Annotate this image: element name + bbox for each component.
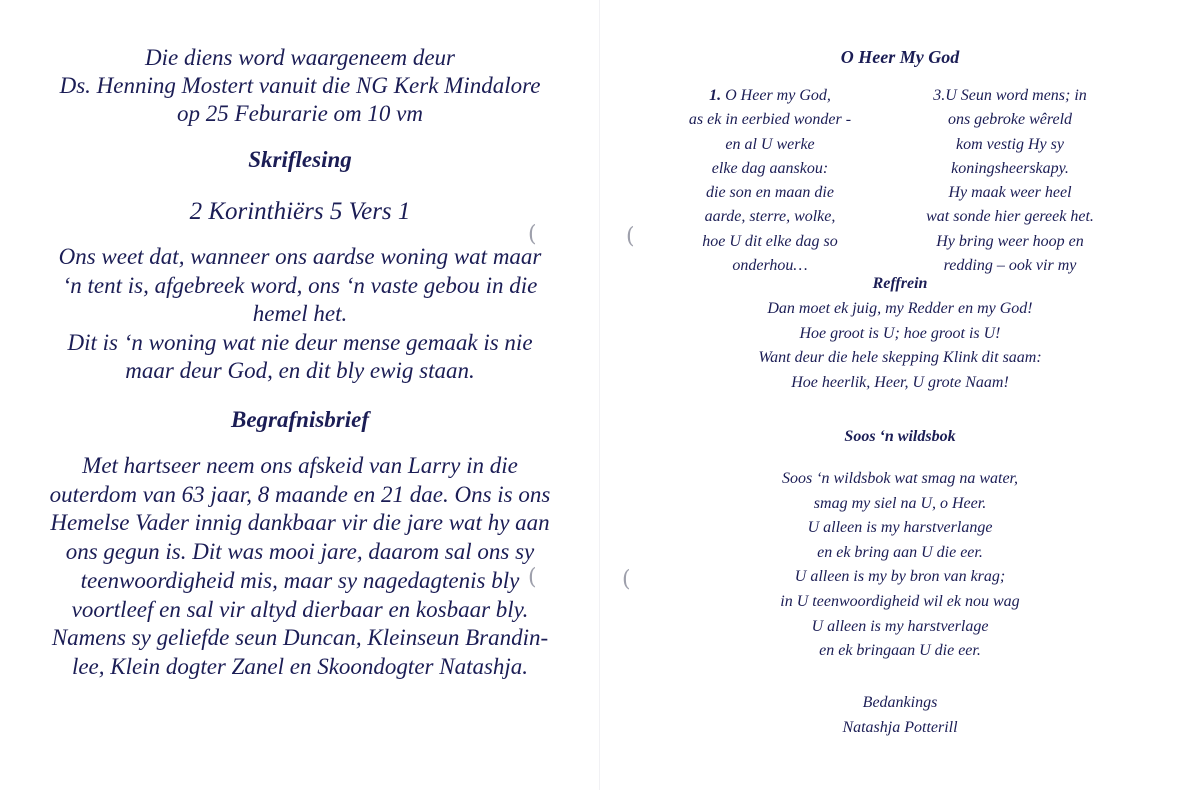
song2-line: in U teenwoordigheid wil ek nou wag <box>780 592 1020 610</box>
intro-line: op 25 Feburarie om 10 vm <box>177 101 423 126</box>
verse-line: die son en maan die <box>706 184 834 202</box>
verse-line: onderhou… <box>732 257 808 275</box>
letter-line: Hemelse Vader innig dankbaar vir die jare wat hy aan <box>50 510 550 536</box>
scripture-line: Dit is ‘n woning wat nie deur mense gemaak is nie <box>67 329 533 355</box>
song2-line: smag my siel na U, o Heer. <box>813 494 987 512</box>
verse-line-text: U Seun word mens; in <box>945 87 1087 104</box>
punch-mark: ( <box>528 565 537 590</box>
verse-line: en al U werke <box>725 135 815 153</box>
letter-heading: Begrafnisbrief <box>231 407 369 432</box>
verse-line: ons gebroke wêreld <box>947 111 1073 129</box>
letter-line: teenwoordigheid mis, maar sy nagedagtenis bly <box>80 567 520 593</box>
letter-line: outerdom van 63 jaar, 8 maande en 21 dae. Ons is ons <box>49 481 551 507</box>
refrain-title: Reffrein <box>872 275 928 292</box>
verse-line: kom vestig Hy sy <box>956 135 1064 153</box>
verse-line: elke dag aanskou: <box>711 159 829 177</box>
letter-line: Namens sy geliefde seun Duncan, Kleinseun Brandin- <box>51 625 549 651</box>
letter-line: voortleef en sal vir altyd dierbaar en kosbaar bly. <box>71 596 529 622</box>
punch-mark: ( <box>622 567 631 592</box>
scripture-line: ‘n tent is, afgebreek word, ons ‘n vaste gebou in die <box>62 272 538 298</box>
refrain-line: Hoe groot is U; hoe groot is U! <box>799 324 1001 342</box>
refrain-line: Dan moet ek juig, my Redder en my God! <box>767 300 1033 317</box>
service-intro <box>0 44 600 128</box>
verse-line: Hy bring weer hoop en <box>936 232 1084 250</box>
verse-line: as ek in eerbied wonder - <box>688 111 852 129</box>
refrain-line: Want deur die hele skepping Klink dit saam: <box>758 349 1042 366</box>
verse-line: redding – ook vir my <box>943 257 1077 275</box>
song2-line: en ek bringaan U die eer. <box>819 642 981 660</box>
refrain-text <box>600 297 1200 395</box>
verse-line-text: O Heer my God, <box>725 87 831 104</box>
verse-line: aarde, sterre, wolke, <box>704 208 836 226</box>
verse-line <box>900 84 1120 108</box>
right-page <box>600 0 1200 790</box>
song2-line: U alleen is my harstverlange <box>807 519 993 537</box>
thanks-label: Bedankings <box>862 694 938 711</box>
verse-line: wat sonde hier gereek het. <box>926 208 1094 226</box>
scripture-text <box>0 243 600 386</box>
acknowledgements <box>600 690 1200 740</box>
intro-line: Die diens word waargeneem deur <box>144 45 456 70</box>
scripture-line: Ons weet dat, wanneer ons aardse woning wat maar <box>58 244 542 269</box>
scripture-reference: 2 Korinthiërs 5 Vers 1 <box>189 198 411 225</box>
punch-mark: ( <box>528 222 537 247</box>
verse-number: 1. <box>709 87 722 104</box>
letter-line: ons gegun is. Dit was mooi jare, daarom sal ons sy <box>65 539 535 565</box>
song2-line: en ek bring aan U die eer. <box>817 543 983 561</box>
song2-line: U alleen is my harstverlage <box>811 617 989 635</box>
hymn-verse-1 <box>650 84 890 278</box>
letter-line: lee, Klein dogter Zanel en Skoondogter Natashja. <box>71 653 529 679</box>
verse-line: hoe U dit elke dag so <box>702 232 838 250</box>
refrain-line: Hoe heerlik, Heer, U grote Naam! <box>791 373 1009 391</box>
letter-line: Met hartseer neem ons afskeid van Larry in die <box>82 453 518 478</box>
verse-line <box>650 84 890 108</box>
scripture-line: maar deur God, en dit bly ewig staan. <box>125 358 475 383</box>
punch-mark: ( <box>626 224 635 249</box>
thanks-name: Natashja Potterill <box>842 719 958 736</box>
hymn-verse-3 <box>900 84 1120 278</box>
verse-number: 3. <box>933 87 946 104</box>
scripture-line: hemel het. <box>252 301 348 326</box>
verse-line: koningsheerskapy. <box>951 159 1069 177</box>
song2-title: Soos ‘n wildsbok <box>844 428 956 445</box>
hymn-title: O Heer My God <box>840 47 960 67</box>
funeral-letter <box>0 452 600 682</box>
intro-line: Ds. Henning Mostert vanuit die NG Kerk Mindalore <box>59 73 541 98</box>
song2-line: Soos ‘n wildsbok wat smag na water, <box>781 470 1018 487</box>
song2-text <box>600 467 1200 664</box>
verse-line: Hy maak weer heel <box>948 184 1072 202</box>
song2-line: U alleen is my by bron van krag; <box>794 568 1006 586</box>
scripture-heading: Skriflesing <box>248 147 352 172</box>
